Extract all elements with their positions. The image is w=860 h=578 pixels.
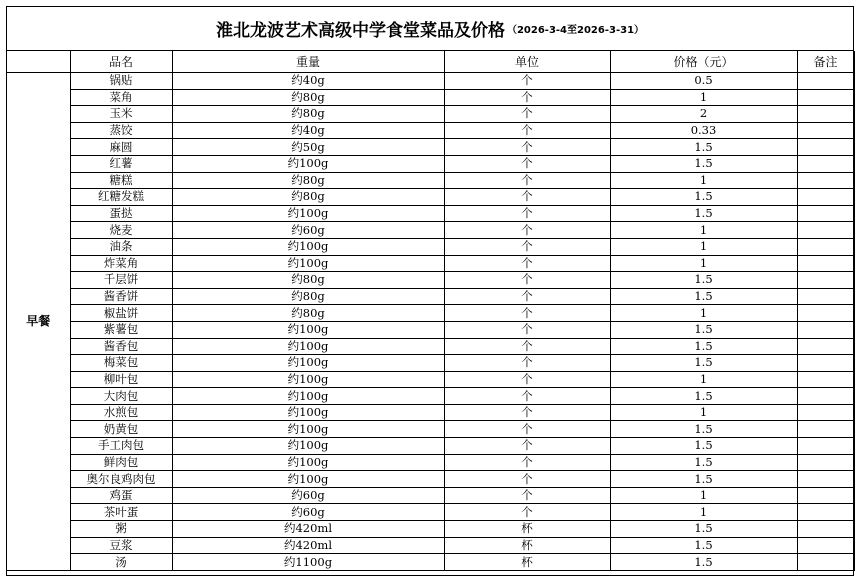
cell-price: 1.5 [610, 139, 797, 156]
table-row [7, 421, 854, 438]
cell-price: 1.5 [610, 471, 797, 488]
cell-weight: 约100g [172, 388, 444, 405]
cell-name: 奥尔良鸡肉包 [70, 471, 172, 488]
cell-name: 红糖发糕 [70, 189, 172, 206]
cell-price: 1 [610, 238, 797, 255]
cell-price: 1.5 [610, 454, 797, 471]
cell-unit: 个 [444, 321, 610, 338]
table-row [7, 155, 854, 172]
cell-name: 玉米 [70, 106, 172, 123]
cell-unit: 个 [444, 172, 610, 189]
cell-unit: 个 [444, 189, 610, 206]
cell-note [797, 521, 854, 538]
cell-price: 1.5 [610, 338, 797, 355]
cell-weight: 约80g [172, 305, 444, 322]
cell-name: 粥 [70, 521, 172, 538]
cell-name: 汤 [70, 554, 172, 571]
cell-unit: 个 [444, 122, 610, 139]
cell-name: 蒸饺 [70, 122, 172, 139]
date-range: （2026-3-4至2026-3-31） [506, 25, 645, 36]
cell-price: 1 [610, 404, 797, 421]
cell-price: 1.5 [610, 155, 797, 172]
cell-price: 1.5 [610, 388, 797, 405]
cell-weight: 约100g [172, 471, 444, 488]
cell-name: 千层饼 [70, 272, 172, 289]
cell-name: 烧麦 [70, 222, 172, 239]
cell-note [797, 106, 854, 123]
table-row [7, 438, 854, 455]
cell-unit: 个 [444, 338, 610, 355]
cell-unit: 个 [444, 421, 610, 438]
table-row [7, 454, 854, 471]
cell-unit: 个 [444, 73, 610, 90]
cell-name: 水煎包 [70, 404, 172, 421]
meal-category: 早餐 [7, 73, 70, 571]
cell-note [797, 139, 854, 156]
table-row [7, 305, 854, 322]
cell-name: 鲜肉包 [70, 454, 172, 471]
cell-unit: 杯 [444, 537, 610, 554]
header-name: 品名 [70, 51, 172, 73]
cell-price: 1.5 [610, 554, 797, 571]
cell-unit: 个 [444, 205, 610, 222]
cell-price: 1.5 [610, 272, 797, 289]
cell-price: 1.5 [610, 521, 797, 538]
table-row [7, 338, 854, 355]
cell-note [797, 205, 854, 222]
cell-note [797, 172, 854, 189]
cell-note [797, 155, 854, 172]
cell-price: 1.5 [610, 355, 797, 372]
cell-unit: 个 [444, 355, 610, 372]
table-row [7, 487, 854, 504]
table-row [7, 321, 854, 338]
table-row [7, 521, 854, 538]
cell-name: 椒盐饼 [70, 305, 172, 322]
cell-note [797, 454, 854, 471]
cell-name: 柳叶包 [70, 371, 172, 388]
table-row [7, 172, 854, 189]
cell-note [797, 122, 854, 139]
cell-weight: 约100g [172, 454, 444, 471]
cell-weight: 约80g [172, 272, 444, 289]
cell-unit: 个 [444, 305, 610, 322]
table-row [7, 238, 854, 255]
cell-note [797, 255, 854, 272]
price-table [7, 51, 855, 571]
cell-price: 1.5 [610, 537, 797, 554]
header-weight: 重量 [172, 51, 444, 73]
table-row [7, 272, 854, 289]
cell-note [797, 421, 854, 438]
table-row [7, 89, 854, 106]
cell-price: 1.5 [610, 321, 797, 338]
cell-weight: 约100g [172, 404, 444, 421]
table-row [7, 371, 854, 388]
cell-name: 手工肉包 [70, 438, 172, 455]
cell-price: 1 [610, 172, 797, 189]
cell-unit: 个 [444, 222, 610, 239]
cell-note [797, 554, 854, 571]
header-note: 备注 [797, 51, 854, 73]
cell-weight: 约100g [172, 238, 444, 255]
title-row [7, 7, 853, 51]
cell-name: 麻圆 [70, 139, 172, 156]
cell-note [797, 189, 854, 206]
cell-weight: 约50g [172, 139, 444, 156]
menu-sheet [6, 6, 854, 576]
table-row [7, 73, 854, 90]
cell-price: 0.33 [610, 122, 797, 139]
cell-weight: 约420ml [172, 537, 444, 554]
table-row [7, 255, 854, 272]
cell-weight: 约60g [172, 222, 444, 239]
header-category [7, 51, 70, 73]
cell-name: 锅贴 [70, 73, 172, 90]
cell-price: 1.5 [610, 421, 797, 438]
cell-weight: 约80g [172, 89, 444, 106]
cell-name: 豆浆 [70, 537, 172, 554]
cell-unit: 杯 [444, 521, 610, 538]
cell-weight: 约40g [172, 73, 444, 90]
cell-name: 菜角 [70, 89, 172, 106]
header-row [7, 51, 854, 73]
cell-unit: 个 [444, 139, 610, 156]
cell-note [797, 355, 854, 372]
cell-weight: 约100g [172, 338, 444, 355]
cell-name: 蛋挞 [70, 205, 172, 222]
cell-note [797, 388, 854, 405]
cell-weight: 约100g [172, 355, 444, 372]
cell-weight: 约40g [172, 122, 444, 139]
cell-note [797, 338, 854, 355]
cell-note [797, 471, 854, 488]
table-row [7, 106, 854, 123]
table-row [7, 504, 854, 521]
table-row [7, 189, 854, 206]
header-unit: 单位 [444, 51, 610, 73]
cell-weight: 约100g [172, 205, 444, 222]
cell-name: 茶叶蛋 [70, 504, 172, 521]
cell-note [797, 305, 854, 322]
cell-unit: 个 [444, 388, 610, 405]
cell-unit: 个 [444, 238, 610, 255]
table-row [7, 388, 854, 405]
cell-weight: 约80g [172, 172, 444, 189]
cell-price: 1 [610, 487, 797, 504]
cell-name: 油条 [70, 238, 172, 255]
cell-note [797, 504, 854, 521]
cell-unit: 杯 [444, 554, 610, 571]
cell-weight: 约100g [172, 321, 444, 338]
cell-name: 鸡蛋 [70, 487, 172, 504]
table-row [7, 537, 854, 554]
cell-note [797, 89, 854, 106]
cell-name: 紫薯包 [70, 321, 172, 338]
cell-name: 酱香包 [70, 338, 172, 355]
cell-price: 1 [610, 504, 797, 521]
cell-price: 0.5 [610, 73, 797, 90]
cell-weight: 约100g [172, 438, 444, 455]
table-row [7, 471, 854, 488]
cell-unit: 个 [444, 504, 610, 521]
cell-price: 1 [610, 89, 797, 106]
cell-note [797, 73, 854, 90]
cell-note [797, 222, 854, 239]
cell-price: 1 [610, 305, 797, 322]
cell-name: 红薯 [70, 155, 172, 172]
cell-price: 1.5 [610, 288, 797, 305]
cell-weight: 约1100g [172, 554, 444, 571]
cell-name: 糖糕 [70, 172, 172, 189]
cell-note [797, 487, 854, 504]
cell-note [797, 288, 854, 305]
table-row [7, 205, 854, 222]
cell-unit: 个 [444, 288, 610, 305]
cell-note [797, 272, 854, 289]
cell-unit: 个 [444, 272, 610, 289]
cell-price: 1.5 [610, 438, 797, 455]
cell-weight: 约100g [172, 255, 444, 272]
cell-weight: 约100g [172, 371, 444, 388]
cell-price: 1.5 [610, 189, 797, 206]
table-row [7, 139, 854, 156]
cell-unit: 个 [444, 487, 610, 504]
cell-name: 奶黄包 [70, 421, 172, 438]
cell-weight: 约80g [172, 288, 444, 305]
cell-unit: 个 [444, 89, 610, 106]
cell-price: 1 [610, 255, 797, 272]
cell-weight: 约420ml [172, 521, 444, 538]
cell-price: 1.5 [610, 205, 797, 222]
cell-unit: 个 [444, 454, 610, 471]
cell-name: 大肉包 [70, 388, 172, 405]
cell-weight: 约60g [172, 504, 444, 521]
cell-unit: 个 [444, 155, 610, 172]
table-row [7, 122, 854, 139]
cell-note [797, 238, 854, 255]
table-row [7, 355, 854, 372]
cell-weight: 约100g [172, 155, 444, 172]
cell-unit: 个 [444, 255, 610, 272]
cell-note [797, 371, 854, 388]
cell-name: 炸菜角 [70, 255, 172, 272]
cell-unit: 个 [444, 438, 610, 455]
cell-weight: 约60g [172, 487, 444, 504]
cell-unit: 个 [444, 404, 610, 421]
cell-weight: 约100g [172, 421, 444, 438]
cell-note [797, 404, 854, 421]
table-row [7, 222, 854, 239]
table-row [7, 404, 854, 421]
header-price: 价格（元） [610, 51, 797, 73]
table-row [7, 288, 854, 305]
cell-note [797, 438, 854, 455]
cell-price: 1 [610, 371, 797, 388]
cell-note [797, 537, 854, 554]
cell-name: 梅菜包 [70, 355, 172, 372]
cell-weight: 约80g [172, 189, 444, 206]
cell-unit: 个 [444, 371, 610, 388]
cell-note [797, 321, 854, 338]
cell-price: 2 [610, 106, 797, 123]
cell-name: 酱香饼 [70, 288, 172, 305]
cell-price: 1 [610, 222, 797, 239]
cell-weight: 约80g [172, 106, 444, 123]
cell-unit: 个 [444, 106, 610, 123]
cell-unit: 个 [444, 471, 610, 488]
page-title: 淮北龙波艺术高级中学食堂菜品及价格 [215, 21, 505, 41]
table-row [7, 554, 854, 571]
